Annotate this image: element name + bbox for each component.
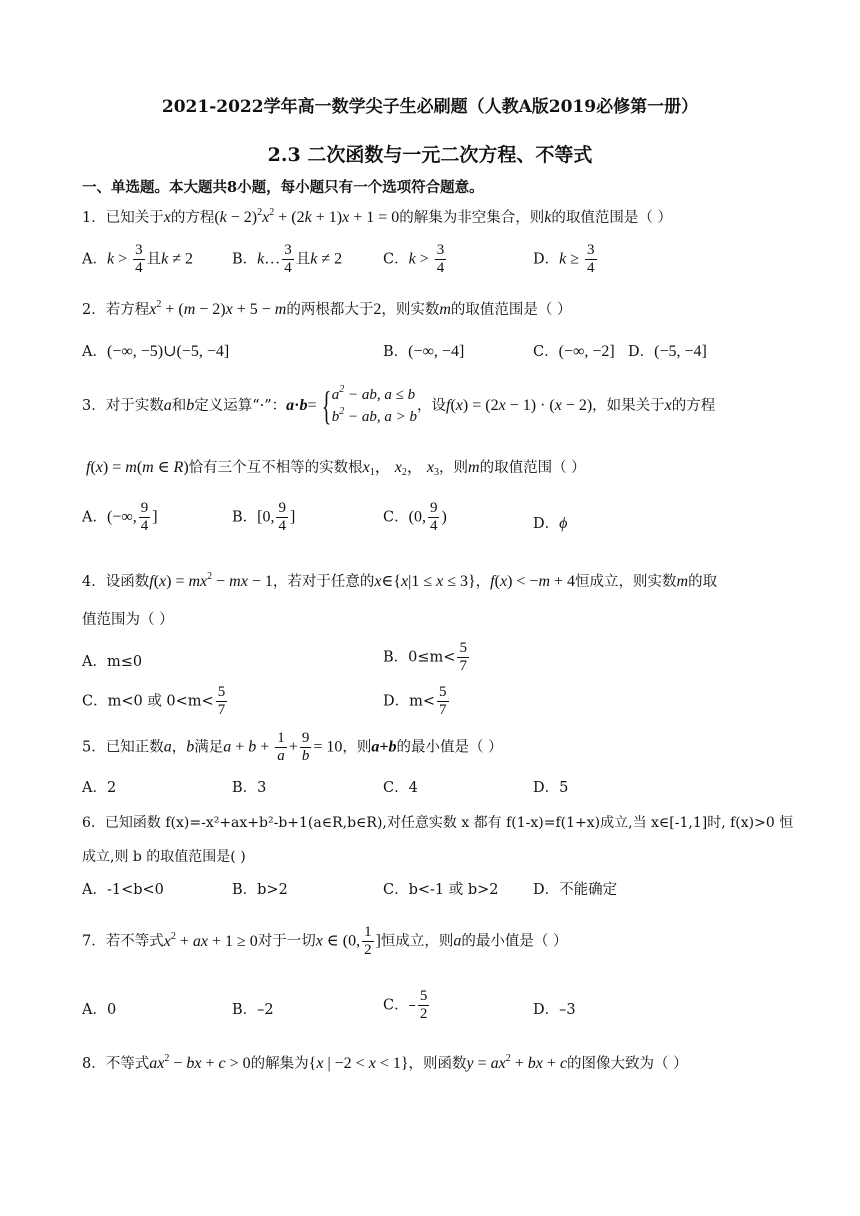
question-2: 2．若方程$x^2 + (m - 2)x + 5 - m$的两根都大于2，则实数m的取值范围是（ ） [82,299,572,318]
question-7-option-c: C．– $\frac{5}{2}$ [383,988,428,1022]
question-4-option-d: D．m< $\frac{5}{7}$ [383,684,447,718]
question-1-option-b: B．k… $\frac{3}{4}$ 且k ≠ 2 [232,242,343,276]
question-3-option-a: A．(−∞, $\frac{9}{4}$ ] [82,500,158,534]
question-6-option-c: C．b<-1 或 b>2 [383,882,499,898]
question-2-option-a: A．(−∞, −5)∪(−5, −4] [82,343,230,360]
question-7-option-a: A．0 [82,1002,117,1018]
question-5-option-b: B．3 [232,780,267,796]
question-5: 5．已知正数a，b满足a + b + $\frac{1}{a}$ + $\frac{9}{b}$ = 10，则a+b的最小值是（ ） [82,730,503,764]
question-6-option-a: A．-1<b<0 [82,882,164,898]
question-2-option-d: D．(−5, −4] [628,343,707,360]
question-3-line-1: 3．对于实数a和b定义运算“·”：a·b= { $a^2$ − ab, a ≤ b $b^2$ − ab, a > b ，设f(x) = (2x − 1) · (x − 2)，如果关于x的方程 [82,383,716,428]
question-6-line-2: 成立,则 b 的取值范围是( ) [82,849,246,865]
question-6-option-b: B．b>2 [232,882,288,898]
question-4-option-b: B．0≤m< $\frac{5}{7}$ [383,640,467,674]
question-6-line-1: 6．已知函数 f(x)=-x²+ax+b²-b+1(a∈R,b∈R),对任意实数 x 都有 f(1-x)=f(1+x)成立,当 x∈[-1,1]时, f(x)>0 恒 [82,815,794,831]
question-5-option-a: A．2 [82,780,117,796]
question-1-option-d: D．k ≥ $\frac{3}{4}$ [533,242,595,276]
question-7: 7．若不等式$x^2$ + ax + 1 ≥ 0对于一切x ∈ (0, $\frac{1}{2}$ ]恒成立，则a的最小值是（ ） [82,924,568,958]
question-2-option-c: C．(−∞, −2] [533,343,615,360]
document-subtitle: 2.3 二次函数与一元二次方程、不等式 [267,144,593,166]
question-8: 8．不等式$ax^2$ − bx + c > 0的解集为{x | −2 < x < 1}，则函数$y = ax^2$ + bx + c的图像大致为（ ） [82,1053,688,1072]
question-4-option-a: A．m≤0 [82,654,143,670]
question-2-option-b: B．(−∞, −4] [383,343,465,360]
question-3-option-d: D．ϕ [533,515,568,532]
question-1: 1．已知关于x的方程$(k - 2)^2x^2 + (2k + 1)x + 1 = 0$的解集为非空集合，则k的取值范围是（ ） [82,207,672,226]
question-6-option-d: D．不能确定 [533,882,618,898]
question-4-line-2: 值范围为（ ） [82,612,174,628]
document-title: 2021-2022学年高一数学尖子生必刷题（人教A版2019必修第一册） [161,97,699,117]
question-3-option-b: B．[0, $\frac{9}{4}$ ] [232,500,296,534]
question-3-option-c: C．(0, $\frac{9}{4}$ ) [383,500,447,534]
question-7-option-b: B．–2 [232,1002,274,1018]
section-heading: 一、单选题。本大题共8小题，每小题只有一个选项符合题意。 [82,179,484,196]
question-1-option-c: C．k > $\frac{3}{4}$ [383,242,445,276]
question-4-option-c: C．m<0 或 0<m< $\frac{5}{7}$ [82,684,226,718]
question-4-line-1: 4．设函数$f(x) = mx^2$ − mx − 1，若对于任意的x∈{x|1 ≤ x ≤ 3}，f(x) < −m + 4恒成立，则实数m的取 [82,571,718,590]
question-5-option-d: D．5 [533,780,569,796]
question-7-option-d: D．–3 [533,1002,576,1018]
question-3-line-2: f(x) = m(m ∈ R)恰有三个互不相等的实数根$x_1$， $x_2$， $x_3$，则m的取值范围（ ） [86,459,586,478]
question-5-option-c: C．4 [383,780,418,796]
question-1-option-a: A．k > $\frac{3}{4}$ 且k ≠ 2 [82,242,194,276]
